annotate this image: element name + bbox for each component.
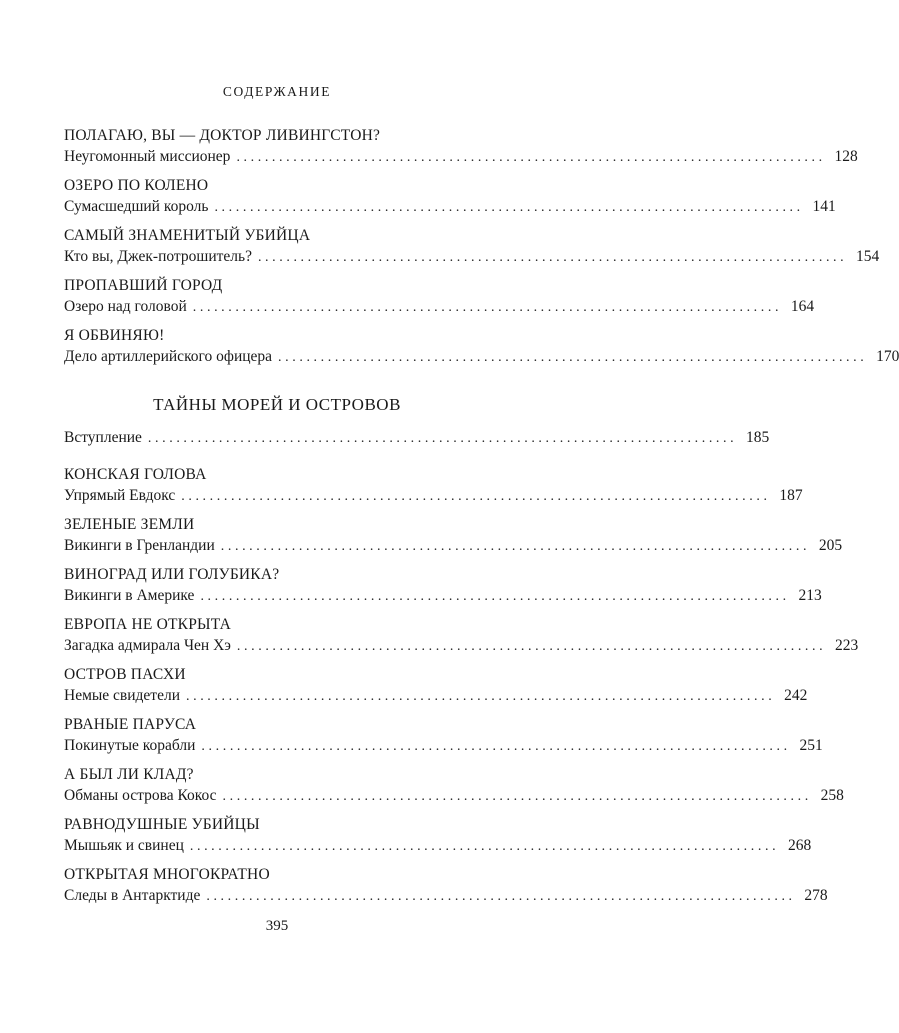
toc-entry [64,815,812,857]
toc-entry-subtitle: Мышьяк и свинец [64,837,184,854]
toc-entry-title: ЗЕЛЕНЫЕ ЗЕМЛИ [64,516,195,533]
dot-leader: ................................................................................... [186,689,776,704]
toc-entry-subtitle: Упрямый Евдокс [64,487,176,504]
dot-leader: ................................................................................... [222,789,812,804]
toc-entry [64,865,828,907]
toc-page-number: 185 [745,429,770,446]
toc-entry-title: САМЫЙ ЗНАМЕНИТЫЙ УБИЙЦА [64,227,311,244]
toc-entry [64,176,836,218]
toc-entry-title: ОТКРЫТАЯ МНОГОКРАТНО [64,866,270,883]
toc-entry-subtitle: Кто вы, Джек-потрошитель? [64,248,252,265]
toc-entry [64,565,822,607]
toc-entry-title: КОНСКАЯ ГОЛОВА [64,466,207,483]
page-folio: 395 [265,918,289,934]
toc-page-number: 278 [804,887,828,904]
toc-page-number: 223 [834,637,859,654]
toc-entry-line [64,427,770,449]
toc-entry-line [64,296,815,318]
dot-leader: ................................................................................... [189,839,780,854]
toc-page-number: 128 [834,148,858,165]
toc-entry-subtitle: Неугомонный миссионер [64,148,231,165]
toc-entry-line [64,635,859,657]
toc-entry-line [64,835,812,857]
dot-leader: ................................................................................... [236,150,826,165]
toc-entry [64,615,859,657]
toc-entry [64,665,808,707]
toc-entry-line [64,585,822,607]
toc-entry-subtitle: Покинутые корабли [64,737,196,754]
toc-entry-title: РАВНОДУШНЫЕ УБИЙЦЫ [64,816,260,833]
dot-leader: ................................................................................... [278,350,868,365]
toc-entries [64,126,899,907]
dot-leader: ................................................................................... [147,431,738,446]
toc-entry-title: РВАНЫЕ ПАРУСА [64,716,197,733]
toc-page-number: 213 [798,587,822,604]
toc-entry-line [64,146,858,168]
toc-entry-title: ЕВРОПА НЕ ОТКРЫТА [64,616,232,633]
page-title: СОДЕРЖАНИЕ [222,84,332,99]
toc-entry-line [64,785,844,807]
toc-entry-title: А БЫЛ ЛИ КЛАД? [64,766,194,783]
toc-entry-line [64,485,803,507]
toc-entry-line [64,535,843,557]
toc-page-number: 205 [818,537,843,554]
toc-entry [64,326,899,368]
toc-page-number: 170 [876,348,899,365]
dot-leader: ................................................................................... [181,489,771,504]
toc-entry-subtitle: Следы в Антарктиде [64,887,201,904]
toc-entry [64,715,823,757]
toc-entry-line [64,246,880,268]
toc-entry-line [64,885,828,907]
dot-leader: ................................................................................... [257,250,848,265]
toc-page-number: 154 [856,248,880,265]
toc-entry-title: ВИНОГРАД ИЛИ ГОЛУБИКА? [64,566,280,583]
dot-leader: ................................................................................... [200,589,790,604]
toc-entry-title: ОЗЕРО ПО КОЛЕНО [64,177,209,194]
toc-page-number: 187 [779,487,803,504]
section-heading: ТАЙНЫ МОРЕЙ И ОСТРОВОВ [153,395,401,414]
toc-page-number: 251 [799,737,823,754]
toc-page-number: 258 [820,787,844,804]
toc-entry-subtitle: Загадка адмирала Чен Хэ [64,637,231,654]
toc-entry-title: ПОЛАГАЮ, ВЫ — ДОКТОР ЛИВИНГСТОН? [64,127,381,144]
toc-page-number: 141 [812,198,836,215]
toc-page-number: 242 [784,687,808,704]
toc-entry-subtitle: Немые свидетели [64,687,180,704]
dot-leader: ................................................................................... [236,639,827,654]
toc-entry-title: ПРОПАВШИЙ ГОРОД [64,277,223,294]
dot-leader: ................................................................................... [192,300,783,315]
toc-entry-subtitle: Вступление [64,429,142,446]
toc-page [64,0,899,1033]
toc-entry-subtitle: Викинги в Гренландии [64,537,215,554]
toc-entry [64,276,815,318]
toc-entry-line [64,685,808,707]
dot-leader: ................................................................................... [201,739,791,754]
dot-leader: ................................................................................... [220,539,811,554]
toc-page-number: 164 [790,298,815,315]
toc-entry-line [64,735,823,757]
toc-entry-title: Я ОБВИНЯЮ! [64,327,165,344]
toc-entry [64,465,803,507]
toc-entry [64,515,843,557]
toc-entry-subtitle: Озеро над головой [64,298,187,315]
dot-leader: ................................................................................... [214,200,804,215]
toc-entry [64,126,858,168]
toc-entry-subtitle: Обманы острова Кокос [64,787,217,804]
dot-leader: ................................................................................... [206,889,796,904]
toc-page-number: 268 [787,837,812,854]
toc-entry-intro [64,427,770,449]
toc-entry-subtitle: Викинги в Америке [64,587,195,604]
toc-entry-subtitle: Дело артиллерийского офицера [64,348,273,365]
toc-entry-line [64,196,836,218]
toc-entry-line [64,346,899,368]
toc-entry [64,765,844,807]
toc-entry-title: ОСТРОВ ПАСХИ [64,666,186,683]
toc-entry [64,226,880,268]
toc-entry-subtitle: Сумасшедший король [64,198,209,215]
